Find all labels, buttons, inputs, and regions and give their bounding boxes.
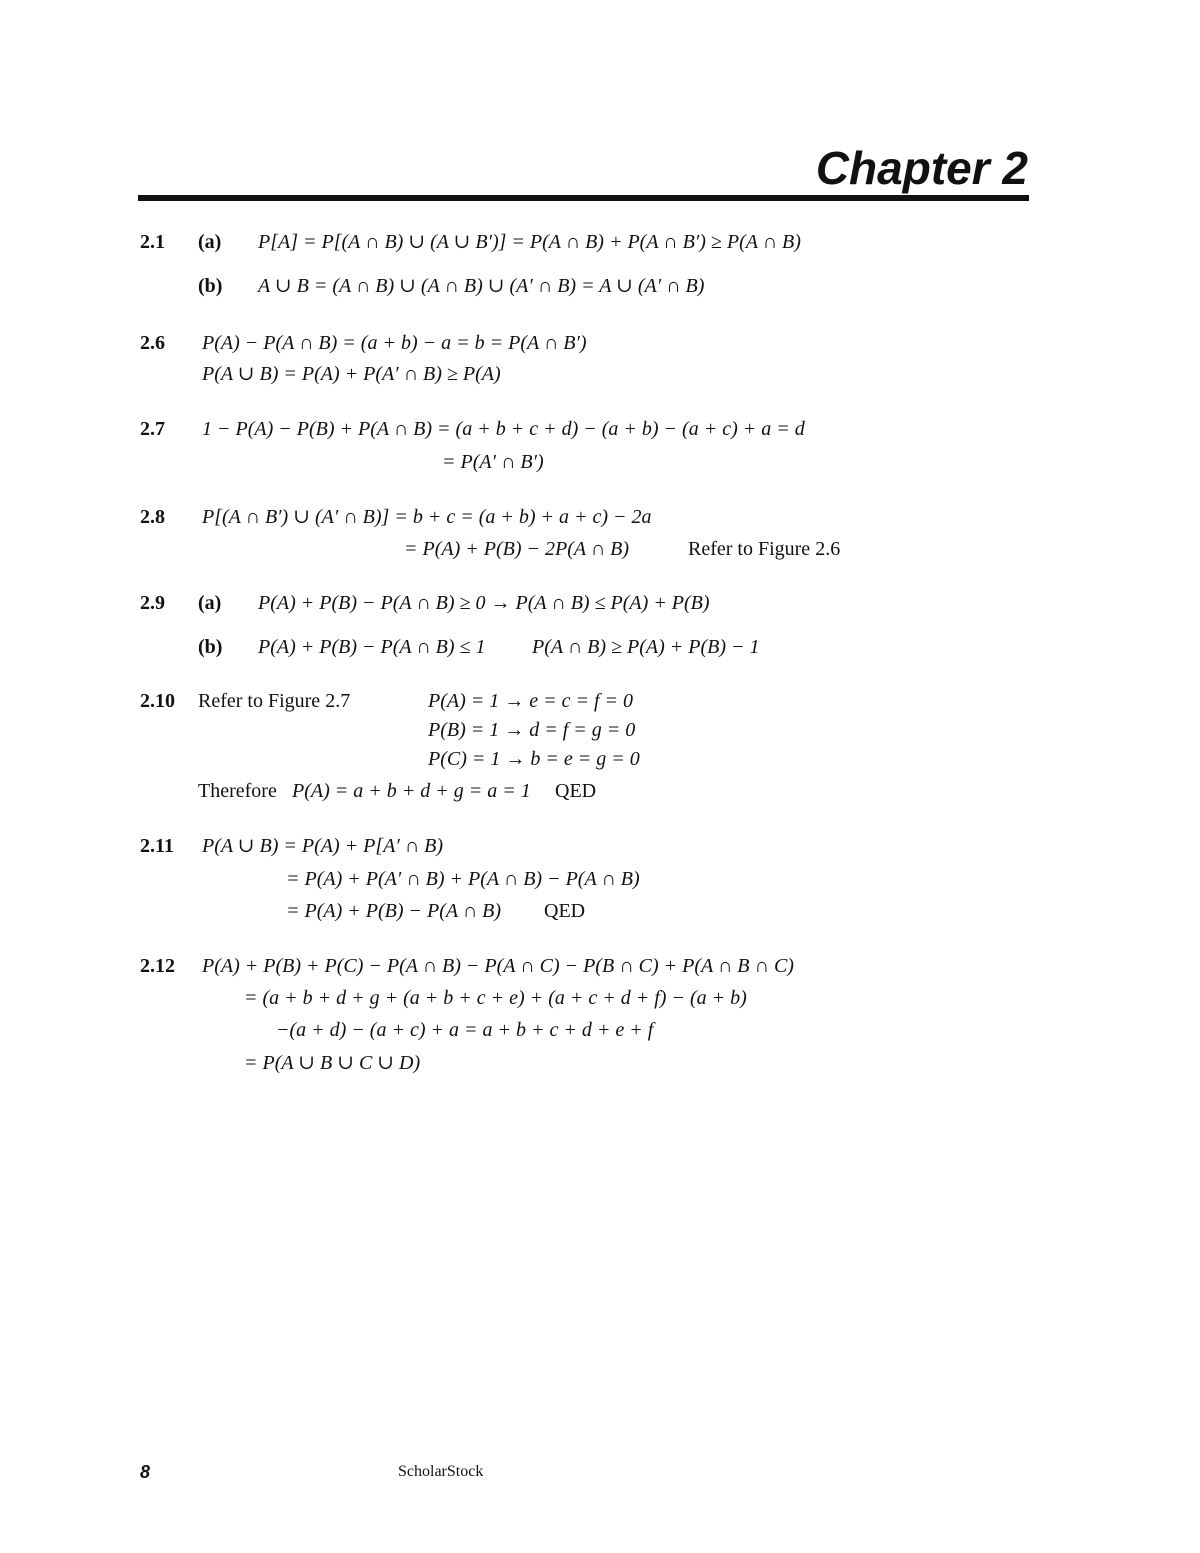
equation-2-1a: P[A] = P[(A ∩ B) ∪ (A ∪ B′)] = P(A ∩ B) + P(A ∩ B′) ≥ P(A ∩ B) (258, 231, 801, 253)
equation-2-11-line3: = P(A) + P(B) − P(A ∩ B) (286, 900, 502, 922)
equation-2-9b-left: P(A) + P(B) − P(A ∩ B) ≤ 1 (258, 636, 486, 658)
equation-2-9b-right: P(A ∩ B) ≥ P(A) + P(B) − 1 (532, 636, 760, 658)
therefore-label-2-10: Therefore (198, 780, 277, 802)
equation-2-10-line3: P(C) = 1 → b = e = g = 0 (428, 748, 640, 770)
problem-number-2-10: 2.10 (140, 690, 175, 712)
equation-2-7-line1: 1 − P(A) − P(B) + P(A ∩ B) = (a + b + c + d) − (a + b) − (a + c) + a = d (202, 418, 805, 440)
figure-reference-2-10: Refer to Figure 2.7 (198, 690, 351, 712)
equation-2-12-line4: = P(A ∪ B ∪ C ∪ D) (244, 1052, 421, 1074)
equation-2-10-line1: P(A) = 1 → e = c = f = 0 (428, 690, 634, 712)
figure-reference-2-8: Refer to Figure 2.6 (688, 538, 841, 560)
equation-2-10-line2: P(B) = 1 → d = f = g = 0 (428, 719, 636, 741)
equation-2-12-line3: −(a + d) − (a + c) + a = a + b + c + d + e + f (276, 1019, 654, 1041)
part-label-2-9b: (b) (198, 636, 223, 658)
qed-2-11: QED (544, 900, 586, 922)
equation-2-11-line2: = P(A) + P(A′ ∩ B) + P(A ∩ B) − P(A ∩ B) (286, 868, 640, 890)
equation-2-7-line2: = P(A′ ∩ B′) (442, 451, 544, 473)
page-number: 8 (140, 1462, 151, 1482)
equation-2-11-line1: P(A ∪ B) = P(A) + P[A′ ∩ B) (202, 835, 444, 857)
equation-2-9a: P(A) + P(B) − P(A ∩ B) ≥ 0 → P(A ∩ B) ≤ P(A) + P(B) (258, 592, 710, 614)
equation-2-10-conclusion: P(A) = a + b + d + g = a = 1 (292, 780, 531, 802)
equation-2-6-line1: P(A) − P(A ∩ B) = (a + b) − a = b = P(A ∩ B′) (202, 332, 587, 354)
footer-brand: ScholarStock (398, 1463, 484, 1480)
equation-2-8-line1: P[(A ∩ B′) ∪ (A′ ∩ B)] = b + c = (a + b) + a + c) − 2a (202, 506, 652, 528)
problem-number-2-7: 2.7 (140, 418, 165, 440)
equation-2-6-line2: P(A ∪ B) = P(A) + P(A′ ∩ B) ≥ P(A) (202, 363, 501, 385)
problem-number-2-9: 2.9 (140, 592, 165, 614)
equation-2-8-line2: = P(A) + P(B) − 2P(A ∩ B) (404, 538, 630, 560)
chapter-rule (138, 195, 1029, 201)
qed-2-10: QED (555, 780, 597, 802)
chapter-title: Chapter 2 (815, 142, 1028, 194)
equation-2-12-line1: P(A) + P(B) + P(C) − P(A ∩ B) − P(A ∩ C) − P(B ∩ C) + P(A ∩ B ∩ C) (202, 955, 794, 977)
problem-number-2-12: 2.12 (140, 955, 175, 977)
part-label-2-1a: (a) (198, 231, 222, 253)
part-label-2-9a: (a) (198, 592, 222, 614)
equation-2-1b: A ∪ B = (A ∩ B) ∪ (A ∩ B) ∪ (A′ ∩ B) = A ∪ (A′ ∩ B) (258, 275, 705, 297)
problem-number-2-8: 2.8 (140, 506, 165, 528)
part-label-2-1b: (b) (198, 275, 223, 297)
problem-number-2-1: 2.1 (140, 231, 165, 253)
problem-number-2-6: 2.6 (140, 332, 165, 354)
problem-number-2-11: 2.11 (140, 835, 174, 857)
equation-2-12-line2: = (a + b + d + g + (a + b + c + e) + (a + c + d + f) − (a + b) (244, 987, 747, 1009)
